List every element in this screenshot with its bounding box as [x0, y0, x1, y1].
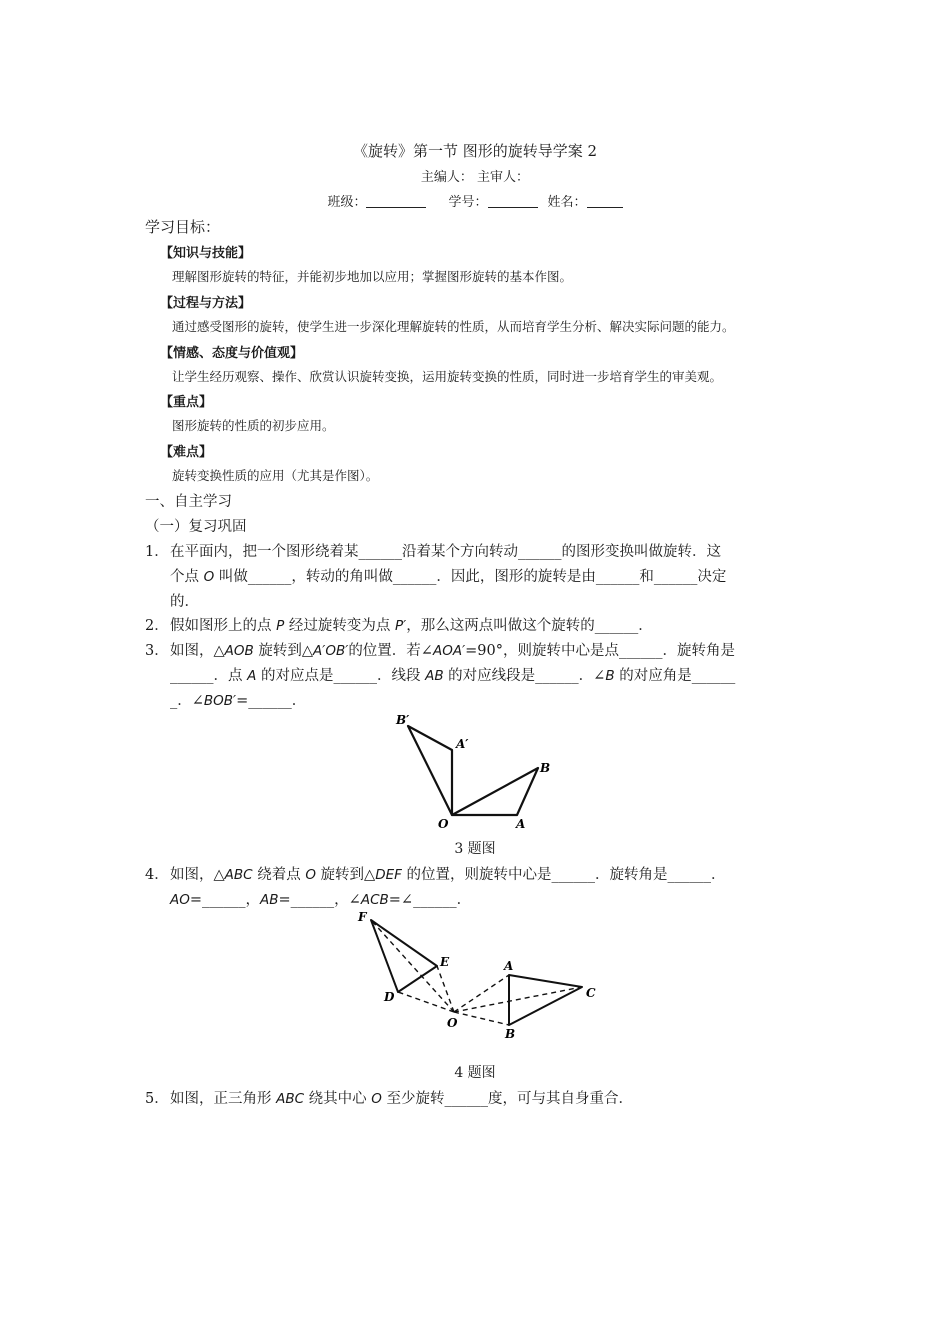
knowledge-text: 理解图形旋转的特征，并能初步地加以应用；掌握图形旋转的基本作图。 — [172, 269, 573, 284]
q3-text-i: _．∠ — [170, 693, 204, 709]
q1-text-a: 个点 — [170, 569, 204, 585]
q2-text-a: 假如图形上的点 — [170, 618, 277, 634]
q5-var-o: O — [371, 1091, 382, 1107]
q3-line1 — [170, 639, 735, 660]
knowledge-heading: 【知识与技能】 — [160, 246, 252, 261]
q2-text-c: ，那么这两点叫做这个旋转的______． — [406, 618, 653, 634]
q4-var-ao: AO — [170, 892, 190, 908]
label-c: C — [586, 986, 596, 1000]
label-b: B — [505, 1027, 516, 1041]
difficult-text: 旋转变换性质的应用（尤其是作图）。 — [172, 468, 379, 483]
q5-var-abc: ABC — [276, 1091, 305, 1107]
class-field[interactable] — [366, 195, 426, 208]
q4-text-c: 旋转到△ — [315, 867, 376, 883]
q5-text-c: 至少旋转______度，可与其自身重合． — [381, 1091, 634, 1107]
page-title: 《旋转》第一节 图形的旋转导学案 2 — [352, 142, 598, 160]
q3-line3 — [170, 689, 306, 710]
q3-var-aob: AOB — [224, 643, 254, 659]
figure-3-diagram — [390, 708, 560, 833]
q5-text-b: 绕其中心 — [304, 1091, 372, 1107]
q3-var-b: B — [605, 668, 615, 684]
q1-line2 — [170, 565, 726, 586]
q1-line3: 的． — [170, 594, 199, 610]
q5-text-a: 如图，正三角形 — [170, 1091, 277, 1107]
q3-text-e: ______．点 — [170, 668, 248, 684]
q2-text-b: 经过旋转变为点 — [284, 618, 395, 634]
student-no-label: 学号： — [448, 195, 488, 210]
triangle-a-prime-o-b-prime — [408, 726, 452, 815]
figure-4-caption: 4 题图 — [454, 1065, 496, 1081]
q4-line1 — [170, 863, 726, 884]
objectives-heading: 学习目标： — [145, 218, 221, 236]
q3-text-f: 的对应点是______．线段 — [256, 668, 426, 684]
q4-text-f: =______，∠ — [278, 892, 361, 908]
q3-text-a: 如图，△ — [170, 643, 225, 659]
figure-4-diagram — [350, 908, 610, 1043]
q5-number: 5． — [145, 1091, 169, 1107]
q4-var-acb: ACB — [360, 892, 389, 908]
q3-text-b: 旋转到△ — [253, 643, 314, 659]
label-d: D — [384, 990, 395, 1004]
figure-3-caption: 3 题图 — [454, 841, 496, 857]
name-field[interactable] — [587, 195, 623, 208]
q3-line2 — [170, 664, 735, 685]
q3-number: 3． — [145, 643, 169, 659]
name-label: 姓名： — [547, 195, 587, 210]
emotion-heading: 【情感、态度与价值观】 — [160, 346, 304, 361]
label-b-prime: B′ — [396, 713, 410, 727]
triangle-abc — [509, 975, 582, 1025]
q3-var-a: A — [247, 668, 257, 684]
q3-text-d: =90°，则旋转中心是点______．旋转角是 — [465, 643, 735, 659]
q4-text-e: =______， — [189, 892, 261, 908]
label-o: O — [438, 817, 449, 831]
dashed-o-b — [454, 1012, 509, 1025]
q4-line2 — [170, 888, 471, 909]
q1-var-o: O — [203, 569, 215, 585]
student-no-field[interactable] — [488, 195, 538, 208]
label-f: F — [358, 910, 367, 924]
q4-number: 4． — [145, 867, 169, 883]
q3-text-h: 的对应角是______ — [614, 668, 736, 684]
q1-line1: 在平面内，把一个图形绕着某______沿着某个方向转动______的图形变换叫做旋转．这 — [170, 544, 721, 560]
q4-text-d: 的位置，则旋转中心是______．旋转角是______． — [401, 867, 726, 883]
label-o: O — [447, 1016, 458, 1030]
label-a-prime: A′ — [456, 737, 469, 751]
section-heading: 一、自主学习 — [145, 494, 232, 510]
q2-line — [170, 614, 653, 635]
key-heading: 【重点】 — [160, 395, 213, 410]
q2-number: 2． — [145, 618, 169, 634]
student-info-line — [0, 191, 950, 210]
q1-number: 1． — [145, 544, 169, 560]
q5-line — [170, 1087, 633, 1108]
q3-text-j: =______． — [236, 693, 307, 709]
q3-text-c: 的位置．若∠ — [348, 643, 433, 659]
q3-var-bob: BOB′ — [203, 693, 237, 709]
key-text: 图形旋转的性质的初步应用。 — [172, 418, 335, 433]
q3-var-ab: AB — [425, 668, 444, 684]
q4-text-g: =∠______． — [388, 892, 472, 908]
process-heading: 【过程与方法】 — [160, 296, 252, 311]
emotion-text: 让学生经历观察、操作、欣赏认识旋转变换，运用旋转变换的性质，同时进一步培育学生的审美观。 — [172, 369, 723, 384]
q3-var-aob-prime: A′OB′ — [313, 643, 349, 659]
label-b: B — [540, 761, 551, 775]
difficult-heading: 【难点】 — [160, 445, 213, 460]
q2-var-p-prime: P′ — [394, 618, 407, 634]
q4-var-ab: AB — [260, 892, 279, 908]
triangle-aob — [452, 768, 538, 815]
label-e: E — [440, 955, 450, 969]
editor-line: 主编人： 主审人： — [420, 170, 530, 185]
q4-var-abc: ABC — [224, 867, 253, 883]
process-text: 通过感受图形的旋转，使学生进一步深化理解旋转的性质，从而培育学生分析、解决实际问题的能力。 — [172, 319, 735, 334]
q2-var-p: P — [276, 618, 285, 634]
q3-text-g: 的对应线段是______．∠ — [443, 668, 606, 684]
label-a: A — [516, 817, 526, 831]
subsection-heading: （一）复习巩固 — [145, 519, 247, 535]
q1-text-b: 叫做______，转动的角叫做______．因此，图形的旋转是由______和______决定 — [214, 569, 727, 585]
label-a: A — [504, 959, 514, 973]
dashed-o-e — [437, 966, 454, 1012]
q4-var-o: O — [305, 867, 316, 883]
q4-text-a: 如图，△ — [170, 867, 225, 883]
q4-var-def: DEF — [375, 867, 402, 883]
q4-text-b: 绕着点 — [252, 867, 306, 883]
class-label: 班级： — [327, 195, 367, 210]
q3-var-aoa: AOA′ — [432, 643, 466, 659]
